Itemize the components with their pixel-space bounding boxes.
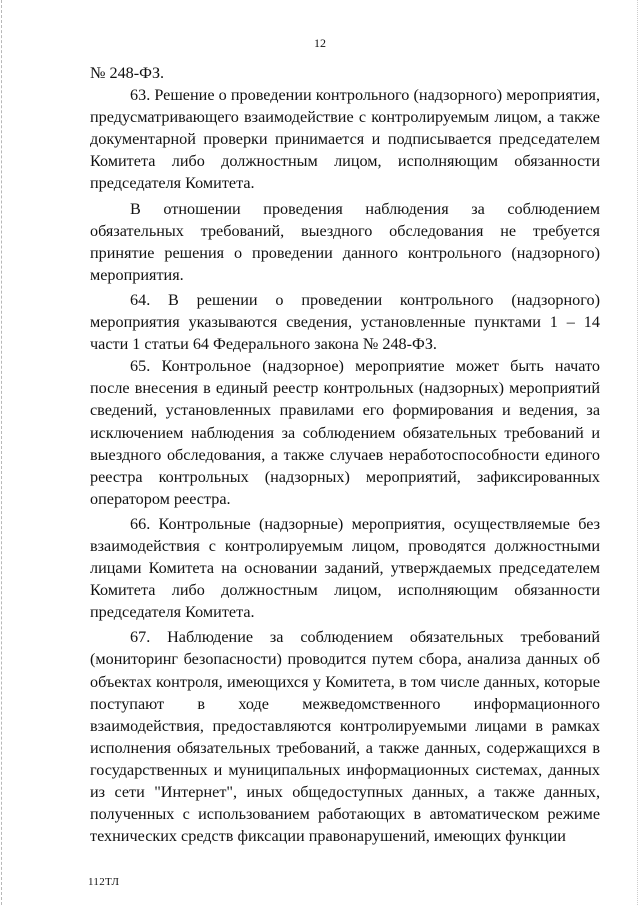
paragraph-66: 66. Контрольные (надзорные) мероприятия, осуществляемые без взаимодействия с контролируемым лицом, проводятся должностными лицами Комитета на основании заданий, утверждаемых председателем Комитета либо должностным лицом, исполняющим обязанности председателя Комитета. xyxy=(90,514,600,622)
paragraph-continuation: № 248-ФЗ. xyxy=(90,64,165,82)
paragraph-63-note: В отношении проведения наблюдения за соблюдением обязательных требований, выездного обследования не требуется принятие решения о проведении данного контрольного (надзорного) мероприятия. xyxy=(90,199,600,284)
document-body xyxy=(90,62,600,847)
paragraph-63: 63. Решение о проведении контрольного (надзорного) мероприятия, предусматривающего взаимодействие с контролируемым лицом, а также документарной проверки принимается и подписывается председателем Комитета либо должностным лицом, исполняющим обязанности председателя Комитета. xyxy=(90,86,600,193)
paragraph-64: 64. В решении о проведении контрольного (надзорного) мероприятия указываются сведения, установленные пунктами 1 – 14 части 1 статьи 64 Федерального закона № 248-ФЗ. xyxy=(90,290,600,354)
page-left-edge xyxy=(1,0,2,905)
page-number: 12 xyxy=(314,36,326,50)
page-right-edge xyxy=(637,0,638,905)
paragraph-65: 65. Контрольное (надзорное) мероприятие может быть начато после внесения в единый реестр контрольных (надзорных) мероприятий сведений, установленных правилами его формирования и ведения, за исключением наблюдения за соблюдением обязательных требований и выездного обследования, а также случаев неработоспособности единого реестра контрольных (надзорных) мероприятий, зафиксированных оператором реестра. xyxy=(90,357,600,508)
footer-document-code: 112ТЛ xyxy=(88,876,120,888)
paragraph-67: 67. Наблюдение за соблюдением обязательных требований (мониторинг безопасности) проводится путем сбора, анализа данных об объектах контроля, имеющихся у Комитета, в том числе данных, которые поступают в ходе межведомственного информационного взаимодействия, предоставляются контролируемыми лицами в рамках исполнения обязательных требований, а также данных, содержащихся в государственных и муниципальных информационных системах, данных из сети "Интернет", иных общедоступных данных, а также данных, полученных с использованием работающих в автоматическом режиме технических средств фиксации правонарушений, имеющих функции xyxy=(90,628,600,846)
